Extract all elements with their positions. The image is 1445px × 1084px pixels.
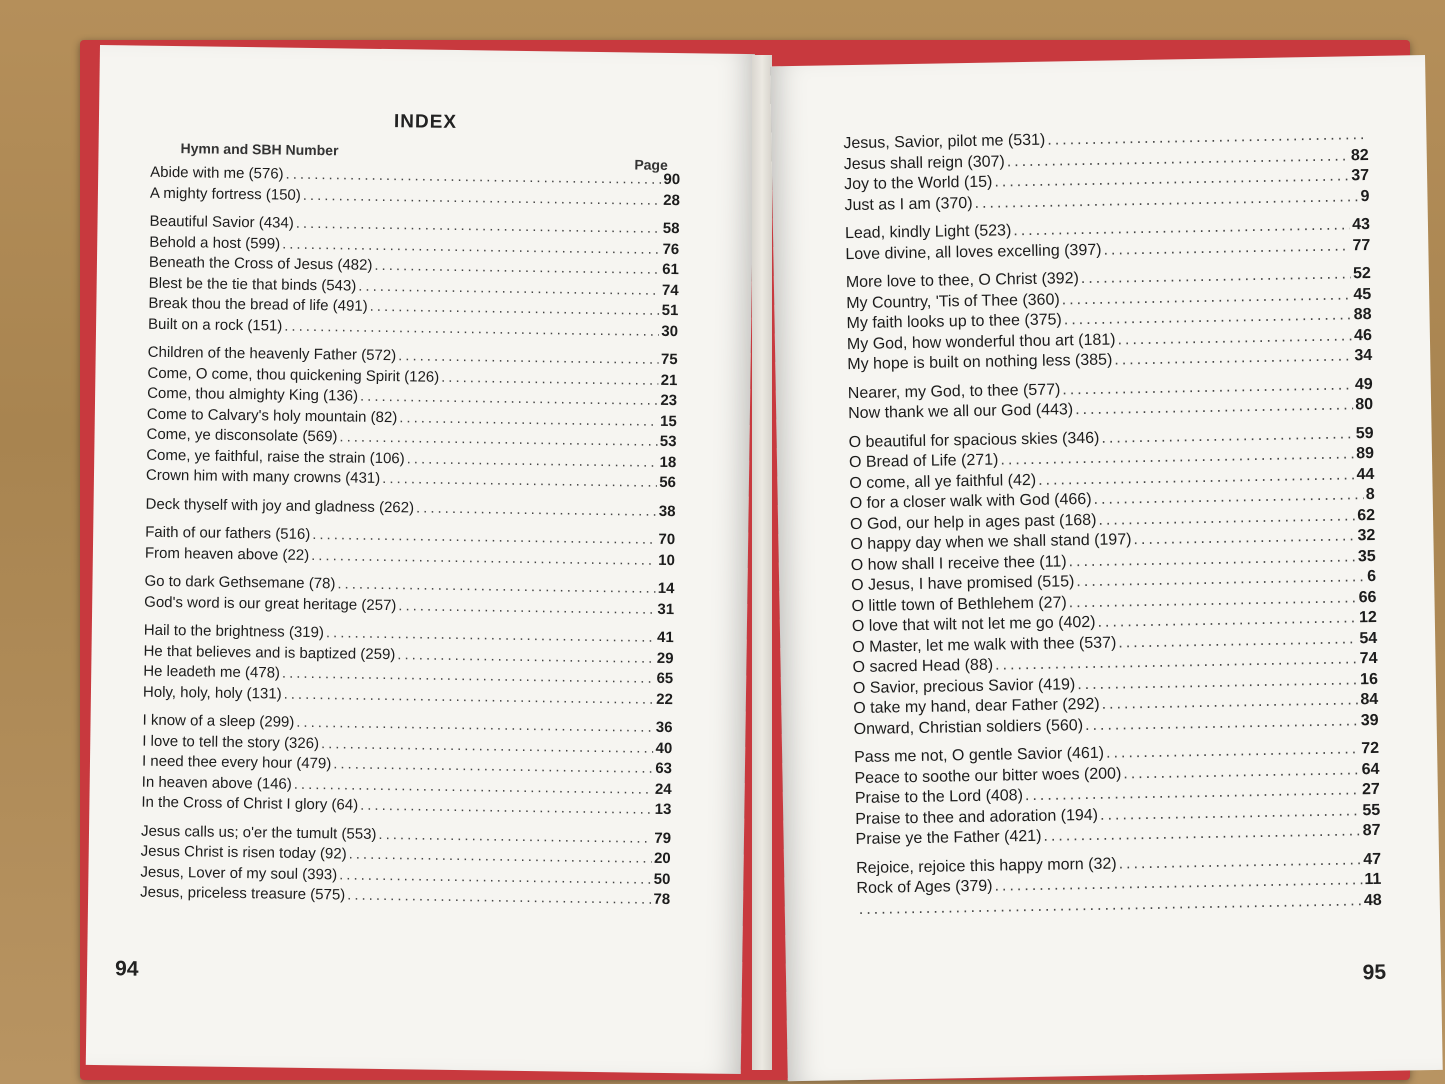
page-reference: 31 xyxy=(657,600,675,618)
dot-leader xyxy=(1013,216,1350,240)
page-reference: 36 xyxy=(655,718,673,737)
dot-leader xyxy=(1077,671,1358,694)
dot-leader xyxy=(339,428,658,449)
dot-leader xyxy=(286,166,662,188)
page-reference: 52 xyxy=(1352,264,1371,283)
hymn-title: In heaven above (146) xyxy=(141,773,292,793)
page-reference: 46 xyxy=(1353,326,1373,344)
page-reference: 66 xyxy=(1358,588,1377,606)
dot-leader xyxy=(1117,327,1352,349)
dot-leader xyxy=(349,846,653,867)
hymn-title: My God, how wonderful thou art (181) xyxy=(846,330,1116,353)
page-reference: 56 xyxy=(659,473,677,492)
hymn-title: O Savior, precious Savior (419) xyxy=(852,675,1076,697)
dot-leader xyxy=(333,755,653,776)
dot-leader xyxy=(407,450,658,471)
page-reference: 22 xyxy=(656,690,674,708)
hymn-title: A mighty fortress (150) xyxy=(149,184,301,204)
hymn-title: O come, all ye faithful (42) xyxy=(849,471,1037,492)
page-reference: 47 xyxy=(1363,850,1382,868)
hymn-title: O God, our help in ages past (168) xyxy=(849,511,1097,533)
page-reference: 14 xyxy=(657,579,675,598)
dot-leader xyxy=(441,368,659,388)
right-page-number: 95 xyxy=(1362,960,1387,985)
page-reference: 13 xyxy=(654,800,672,819)
page-reference: 89 xyxy=(1356,444,1375,463)
dot-leader xyxy=(294,775,653,797)
page-reference: 38 xyxy=(658,502,676,520)
page-reference: 12 xyxy=(1358,608,1377,627)
hymn-title: O for a closer walk with God (466) xyxy=(849,490,1092,513)
dot-leader xyxy=(358,277,660,298)
dot-leader xyxy=(303,186,662,208)
page-reference: 45 xyxy=(1353,285,1372,303)
dot-leader xyxy=(1103,237,1350,259)
page-reference: 16 xyxy=(1359,670,1379,688)
hymn-title: Jesus Christ is risen today (92) xyxy=(140,842,347,863)
book-gutter xyxy=(752,55,772,1070)
page-reference: 48 xyxy=(1363,891,1382,909)
hymn-title: Abide with me (576) xyxy=(150,163,284,183)
dot-leader xyxy=(347,887,651,908)
page-reference: 63 xyxy=(655,759,673,778)
dot-leader xyxy=(1101,691,1358,713)
dot-leader xyxy=(1093,486,1363,509)
page-reference: 18 xyxy=(659,453,677,471)
dot-leader xyxy=(1118,851,1361,873)
hymn-title: Jesus calls us; o'er the tumult (553) xyxy=(140,822,377,843)
dot-leader xyxy=(1114,347,1352,369)
hymn-title: Now thank we all our God (443) xyxy=(848,401,1074,423)
hymn-title: O Master, let me walk with thee (537) xyxy=(852,633,1117,656)
hymn-title: My faith looks up to thee (375) xyxy=(846,311,1062,333)
hymn-title: Come, thou almighty King (136) xyxy=(147,384,359,405)
left-page xyxy=(86,45,755,1074)
dot-leader xyxy=(296,215,661,237)
hymn-title: Praise to the Lord (408) xyxy=(854,787,1024,808)
dot-leader xyxy=(399,409,658,430)
page-reference: 15 xyxy=(660,412,677,430)
dot-leader xyxy=(398,347,659,368)
hymn-title: Rejoice, rejoice this happy morn (32) xyxy=(855,855,1117,877)
hymn-title: Love divine, all loves excelling (397) xyxy=(845,241,1102,263)
page-reference: 59 xyxy=(1355,424,1374,442)
page-reference: 64 xyxy=(1361,760,1380,778)
hymn-title: Blest be the tie that binds (543) xyxy=(148,274,357,295)
hymn-title: I know of a sleep (299) xyxy=(142,711,295,731)
page-reference: 11 xyxy=(1364,870,1382,889)
left-page-number: 94 xyxy=(114,957,139,981)
dot-leader xyxy=(1085,712,1359,735)
page-reference: 40 xyxy=(655,739,673,757)
dot-leader xyxy=(326,624,655,646)
dot-leader xyxy=(1081,265,1351,288)
hymn-title: Nearer, my God, to thee (577) xyxy=(847,380,1061,402)
dot-leader xyxy=(1069,589,1357,612)
page-reference: 8 xyxy=(1365,485,1375,504)
page-reference: 84 xyxy=(1360,690,1379,709)
hymn-title: Holy, holy, holy (131) xyxy=(142,683,282,703)
dot-leader xyxy=(370,298,660,319)
hymn-title: Come, ye disconsolate (569) xyxy=(146,425,338,446)
dot-leader xyxy=(1101,425,1354,447)
page-reference: 28 xyxy=(663,191,681,209)
dot-leader xyxy=(397,646,655,667)
hymn-title: Lead, kindly Light (523) xyxy=(844,222,1012,243)
hymn-title: Pass me not, O gentle Savior (461) xyxy=(854,744,1105,767)
hymn-title: Go to dark Gethsemane (78) xyxy=(144,572,336,593)
dot-leader xyxy=(1118,630,1357,652)
dot-leader xyxy=(378,825,652,846)
hymn-column-header: Hymn and SBH Number xyxy=(180,140,339,159)
page-reference: 29 xyxy=(656,649,674,667)
dot-leader xyxy=(1106,740,1360,762)
hymn-title: O love that wilt not let me go (402) xyxy=(851,613,1096,636)
hymn-title: O take my hand, dear Father (292) xyxy=(853,695,1100,718)
dot-leader xyxy=(337,575,656,596)
hymn-title: Joy to the World (15) xyxy=(844,173,993,194)
hymn-title: God's word is our great heritage (257) xyxy=(144,593,397,614)
page-reference: 30 xyxy=(661,322,679,340)
dot-leader xyxy=(339,866,652,887)
hymn-title: From heaven above (22) xyxy=(144,544,310,564)
hymn-title: Beneath the Cross of Jesus (482) xyxy=(148,253,373,274)
hymn-title: Crown him with many crowns (431) xyxy=(145,466,381,487)
hymn-title: Come to Calvary's holy mountain (82) xyxy=(146,405,398,426)
dot-leader xyxy=(312,526,656,548)
hymn-title: More love to thee, O Christ (392) xyxy=(845,270,1079,292)
hymn-title: He that believes and is baptized (259) xyxy=(143,642,396,663)
hymn-title: Beautiful Savior (434) xyxy=(149,212,294,232)
hymn-title: My hope is built on nothing less (385) xyxy=(847,351,1113,374)
dot-leader xyxy=(311,546,656,568)
page-reference: 34 xyxy=(1354,346,1373,365)
page-reference: 44 xyxy=(1356,465,1375,483)
hymn-title: Built on a rock (151) xyxy=(147,315,283,335)
hymn-title: I love to tell the story (326) xyxy=(142,732,320,752)
page-reference: 88 xyxy=(1353,305,1372,324)
dot-leader xyxy=(1097,609,1357,632)
page-reference: 32 xyxy=(1357,526,1376,545)
hymn-title: Come, O come, thou quickening Spirit (126) xyxy=(147,364,440,386)
dot-leader xyxy=(1064,306,1352,329)
hymn-title: Peace to soothe our bitter woes (200) xyxy=(854,764,1122,787)
page-reference: 79 xyxy=(654,829,672,847)
page-reference: 87 xyxy=(1362,821,1381,840)
hymn-title: He leadeth me (478) xyxy=(143,662,281,682)
page-reference: 51 xyxy=(661,301,679,320)
hymn-title: My Country, 'Tis of Thee (360) xyxy=(846,290,1060,312)
hymn-title: Hail to the brightness (319) xyxy=(143,621,325,642)
dot-leader xyxy=(1062,286,1352,309)
page-reference: 53 xyxy=(659,432,677,451)
dot-leader xyxy=(1075,396,1353,419)
index-entry xyxy=(145,495,675,523)
dot-leader xyxy=(1133,527,1355,549)
hymn-title: Children of the heavenly Father (572) xyxy=(147,343,397,365)
page-reference: 6 xyxy=(1367,567,1377,586)
page-reference: 20 xyxy=(653,849,671,868)
hymn-title: O little town of Bethlehem (27) xyxy=(851,593,1067,615)
page-reference: 35 xyxy=(1357,547,1376,565)
hymn-title: Deck thyself with joy and gladness (262) xyxy=(145,495,415,516)
page-reference: 27 xyxy=(1361,780,1380,799)
hymn-title: I need thee every hour (479) xyxy=(141,752,332,773)
page-reference: 10 xyxy=(658,551,675,569)
hymn-title: O happy day when we shall stand (197) xyxy=(850,531,1132,554)
dot-leader xyxy=(374,257,660,278)
hymn-title: Faith of our fathers (516) xyxy=(145,523,311,543)
hymn-title: Onward, Christian soldiers (560) xyxy=(853,716,1084,738)
hymn-title: Behold a host (599) xyxy=(149,233,281,253)
page-reference: 39 xyxy=(1360,711,1379,729)
page-reference: 41 xyxy=(656,628,674,647)
dot-leader xyxy=(1100,802,1361,825)
dot-leader xyxy=(1068,548,1356,571)
page-reference: 54 xyxy=(1359,629,1378,647)
hymn-title: Praise to thee and adoration (194) xyxy=(855,806,1099,828)
hymn-title: Just as I am (370) xyxy=(844,194,973,214)
page-reference: 74 xyxy=(661,281,679,299)
dot-leader xyxy=(382,470,657,491)
page-reference: 82 xyxy=(1350,146,1369,164)
page-reference: 90 xyxy=(663,170,681,189)
page-reference: 62 xyxy=(1357,506,1376,524)
page-reference: 24 xyxy=(654,780,672,798)
hymn-title: Jesus, Lover of my soul (393) xyxy=(140,863,338,883)
right-index-list xyxy=(843,126,1382,921)
dot-leader xyxy=(416,499,657,519)
dot-leader xyxy=(1123,761,1360,783)
page-reference: 50 xyxy=(653,870,671,888)
hymn-title: Rock of Ages (379) xyxy=(856,877,993,898)
index-title: INDEX xyxy=(393,111,458,133)
page-reference: 23 xyxy=(660,391,678,410)
page-reference: 9 xyxy=(1360,187,1370,205)
page-reference: 37 xyxy=(1351,166,1370,185)
dot-leader xyxy=(321,735,654,757)
hymn-title: O Jesus, I have promised (515) xyxy=(851,573,1075,595)
page-reference: 65 xyxy=(656,669,674,688)
hymn-title: Jesus shall reign (307) xyxy=(843,152,1005,173)
dot-leader xyxy=(1047,126,1366,150)
hymn-title: In the Cross of Christ I glory (64) xyxy=(141,793,359,814)
dot-leader xyxy=(398,597,655,618)
page-reference: 74 xyxy=(1359,649,1378,668)
dot-leader xyxy=(1098,507,1355,529)
hymn-title: Come, ye faithful, raise the strain (106) xyxy=(146,446,405,467)
hymn-title: Break thou the bread of life (491) xyxy=(148,294,368,315)
hymn-title: Jesus, Savior, pilot me (531) xyxy=(843,131,1046,153)
dot-leader xyxy=(360,797,653,818)
page-reference: 75 xyxy=(660,350,678,369)
hymn-title: Praise ye the Father (421) xyxy=(855,827,1042,849)
right-page xyxy=(770,55,1443,1081)
hymn-title: O how shall I receive thee (11) xyxy=(850,552,1067,574)
dot-leader xyxy=(1062,376,1353,399)
page-reference: 55 xyxy=(1362,801,1381,819)
page-reference: 61 xyxy=(662,260,680,279)
dot-leader xyxy=(360,388,659,409)
hymn-title: O beautiful for spacious skies (346) xyxy=(848,429,1100,451)
page-column-header: Page xyxy=(634,156,668,173)
page-reference: 78 xyxy=(653,890,671,909)
page-reference: 21 xyxy=(660,371,678,389)
hymn-title: O Bread of Life (271) xyxy=(848,451,999,472)
page-reference: 76 xyxy=(662,240,680,258)
page-reference: 43 xyxy=(1352,215,1371,234)
dot-leader xyxy=(1076,568,1365,591)
hymn-title: O sacred Head (88) xyxy=(852,656,994,677)
hymn-title: Jesus, priceless treasure (575) xyxy=(140,883,346,904)
page-reference: 49 xyxy=(1354,375,1373,393)
left-index-list xyxy=(140,164,680,912)
dot-leader xyxy=(296,714,654,736)
page-reference: 72 xyxy=(1361,739,1380,758)
page-reference: 77 xyxy=(1352,236,1371,254)
page-reference: 58 xyxy=(662,219,680,238)
page-reference: 70 xyxy=(658,530,676,549)
page-reference: 80 xyxy=(1355,395,1374,414)
